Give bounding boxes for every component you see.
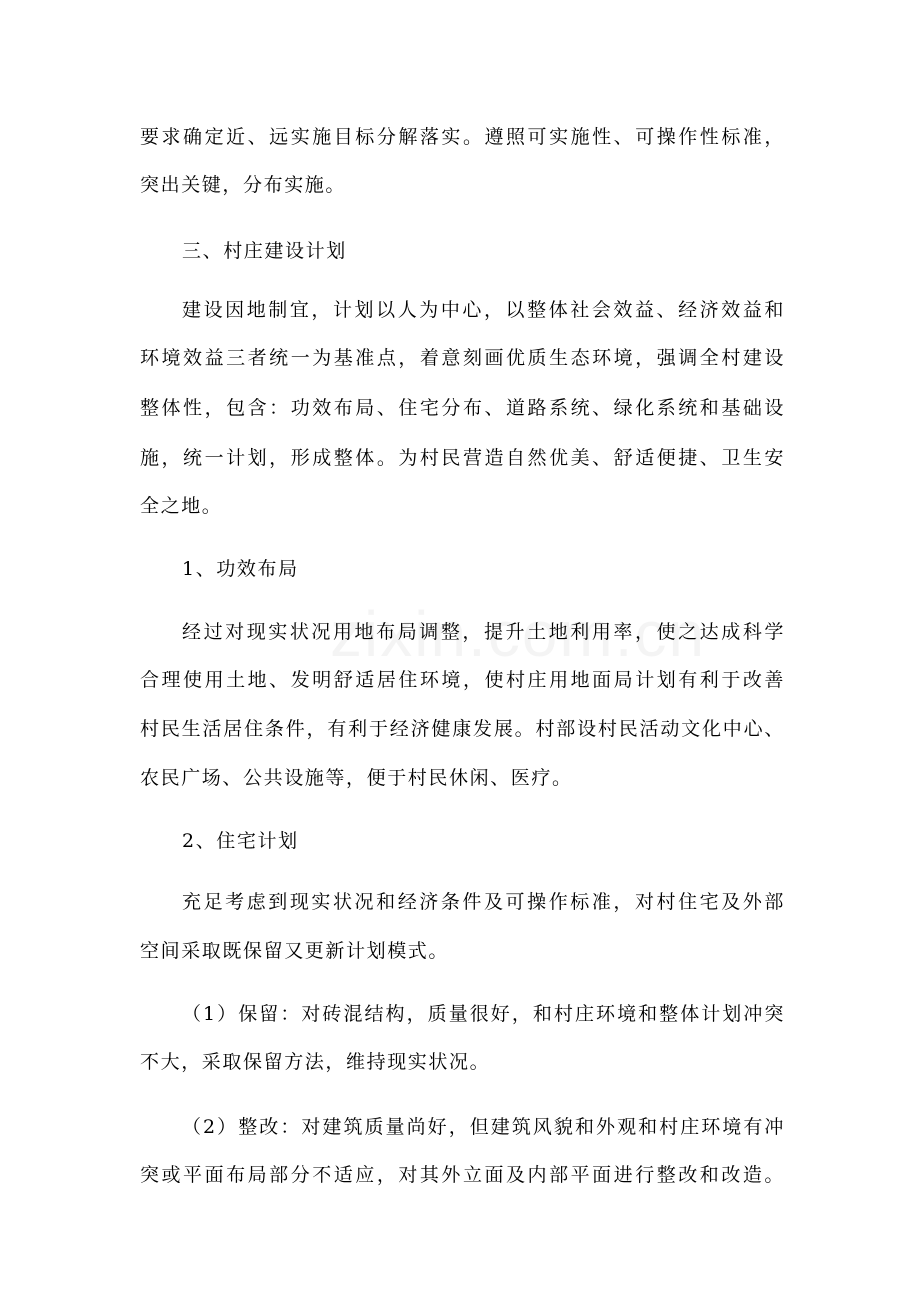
paragraph-line: 环境效益三者统一为基准点，着意刻画优质生态环境，强调全村建设 [140, 347, 785, 369]
paragraph-line: 突出关键，分布实施。 [140, 174, 347, 196]
paragraph-line: 充足考虑到现实状况和经济条件及可操作标准，对村住宅及外部 [182, 891, 785, 913]
section-heading: 三、村庄建设计划 [182, 240, 347, 262]
paragraph-line: 整体性，包含：功效布局、住宅分布、道路系统、绿化系统和基础设 [140, 397, 785, 419]
paragraph-line: 施，统一计划，形成整体。为村民营造自然优美、舒适便捷、卫生安 [140, 447, 785, 469]
paragraph-line: 经过对现实状况用地布局调整，提升土地利用率，使之达成科学 [182, 621, 785, 643]
paragraph-line: 不大，采取保留方法，维持现实状况。 [140, 1051, 491, 1073]
paragraph-line: （1）保留：对砖混结构，质量很好，和村庄环境和整体计划冲突 [182, 1003, 785, 1025]
subsection-heading: 1、功效布局 [182, 558, 299, 580]
subsection-heading: 2、住宅计划 [182, 830, 299, 852]
paragraph-line: 建设因地制宜，计划以人为中心，以整体社会效益、经济效益和 [182, 299, 785, 321]
paragraph-line: 全之地。 [140, 495, 223, 517]
paragraph-line: 突或平面布局部分不适应，对其外立面及内部平面进行整改和改造。 [140, 1164, 785, 1186]
paragraph-line: 村民生活居住条件，有利于经济健康发展。村部设村民活动文化中心、 [140, 718, 785, 740]
paragraph-line: 空间采取既保留又更新计划模式。 [140, 940, 450, 962]
paragraph-line: 合理使用土地、发明舒适居住环境，使村庄用地面局计划有利于改善 [140, 669, 785, 691]
paragraph-line: 要求确定近、远实施目标分解落实。遵照可实施性、可操作性标准， [140, 126, 785, 148]
paragraph-line: （2）整改：对建筑质量尚好，但建筑风貌和外观和村庄环境有冲 [182, 1116, 785, 1138]
paragraph-line: 农民广场、公共设施等，便于村民休闲、医疗。 [140, 767, 573, 789]
